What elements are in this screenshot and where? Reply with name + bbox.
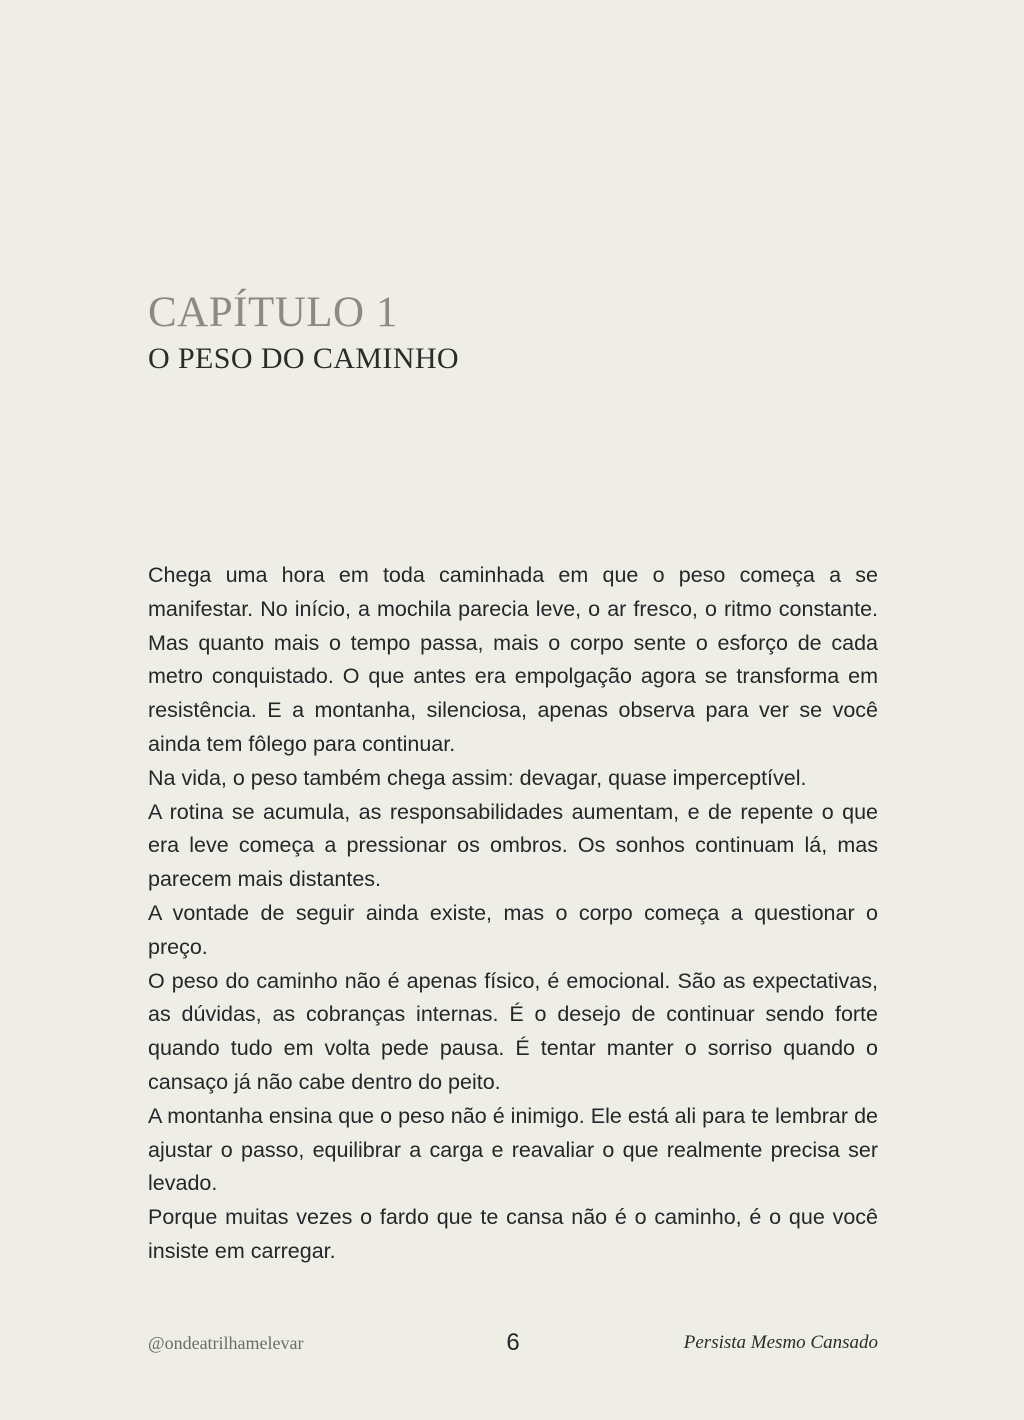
body-paragraph: A rotina se acumula, as responsabilidades aumentam, e de repente o que era leve começa a pressionar os ombros. Os sonhos continuam lá, mas parecem mais distantes.	[148, 799, 878, 892]
chapter-label: CAPÍTULO 1	[148, 289, 398, 336]
page-footer	[148, 1330, 878, 1360]
footer-book-title: Persista Mesmo Cansado	[683, 1332, 878, 1353]
body-paragraph: A montanha ensina que o peso não é inimigo. Ele está ali para te lembrar de ajustar o passo, equilibrar a carga e reavaliar o que realmente precisa ser levado.	[148, 1103, 878, 1196]
footer-social-handle: @ondeatrilhamelevar	[148, 1333, 304, 1353]
body-paragraph: O peso do caminho não é apenas físico, é emocional. São as expectativas, as dúvidas, as cobranças internas. É o desejo de continuar sendo forte quando tudo em volta pede pausa. É tentar manter o sorriso quando o cansaço já não cabe dentro do peito.	[148, 968, 878, 1094]
body-paragraph: A vontade de seguir ainda existe, mas o corpo começa a questionar o preço.	[148, 900, 878, 959]
body-paragraph: Na vida, o peso também chega assim: devagar, quase imperceptível.	[148, 765, 807, 790]
body-paragraph: Porque muitas vezes o fardo que te cansa não é o caminho, é o que você insiste em carregar.	[148, 1205, 878, 1263]
chapter-heading-block	[148, 288, 878, 378]
body-paragraph: Chega uma hora em toda caminhada em que o peso começa a se manifestar. No início, a mochila parecia leve, o ar fresco, o ritmo constante. Mas quanto mais o tempo passa, mais o corpo sente o esforço de cada metro conquistado. O que antes era empolgação agora se transforma em resistência. E a montanha, silenciosa, apenas observa para ver se você ainda tem fôlego para continuar.	[148, 563, 878, 756]
body-text-column	[148, 559, 878, 1269]
page-number: 6	[506, 1329, 520, 1356]
page-title: O PESO DO CAMINHO	[148, 342, 459, 375]
